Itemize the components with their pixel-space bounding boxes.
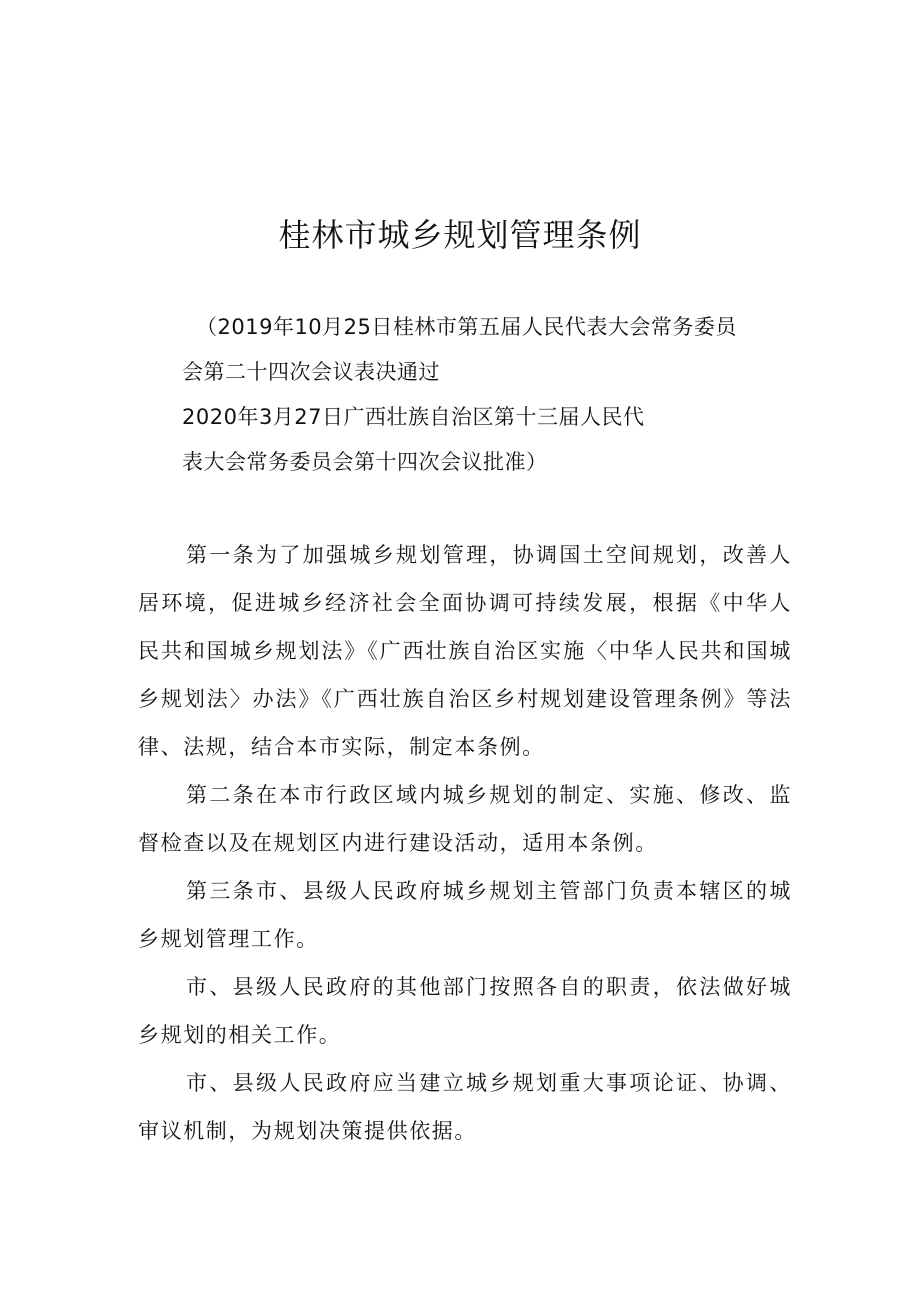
article-paragraph-4: 市、县级人民政府的其他部门按照各自的职责，依法做好城乡规划的相关工作。 <box>138 975 792 1047</box>
article-paragraph-1: 第一条为了加强城乡规划管理，协调国土空间规划，改善人居环境，促进城乡经济社会全面协调可持续发展，根据《中华人民共和国城乡规划法》《广西壮族自治区实施〈中华人民共和国城乡规划法〉办法》《广西壮族自治区乡村规划建设管理条例》等法律、法规，结合本市实际，制定本条例。 <box>138 543 792 759</box>
adoption-line-1: （2019年10月25日桂林市第五届人民代表大会常务委员 <box>196 315 737 339</box>
adoption-line-3: 2020年3月27日广西壮族自治区第十三届人民代 <box>182 405 645 429</box>
article-paragraph-5: 市、县级人民政府应当建立城乡规划重大事项论证、协调、审议机制，为规划决策提供依据。 <box>138 1071 792 1143</box>
document-title: 桂林市城乡规划管理条例 <box>278 216 642 254</box>
adoption-line-4: 表大会常务委员会第十四次会议批准） <box>182 450 548 474</box>
article-paragraph-3: 第三条市、县级人民政府城乡规划主管部门负责本辖区的城乡规划管理工作。 <box>138 879 792 951</box>
article-paragraph-2: 第二条在本市行政区域内城乡规划的制定、实施、修改、监督检查以及在规划区内进行建设活动，适用本条例。 <box>138 783 792 855</box>
article-body <box>138 531 792 1155</box>
adoption-note <box>182 305 792 485</box>
adoption-line-2: 会第二十四次会议表决通过 <box>182 360 440 384</box>
